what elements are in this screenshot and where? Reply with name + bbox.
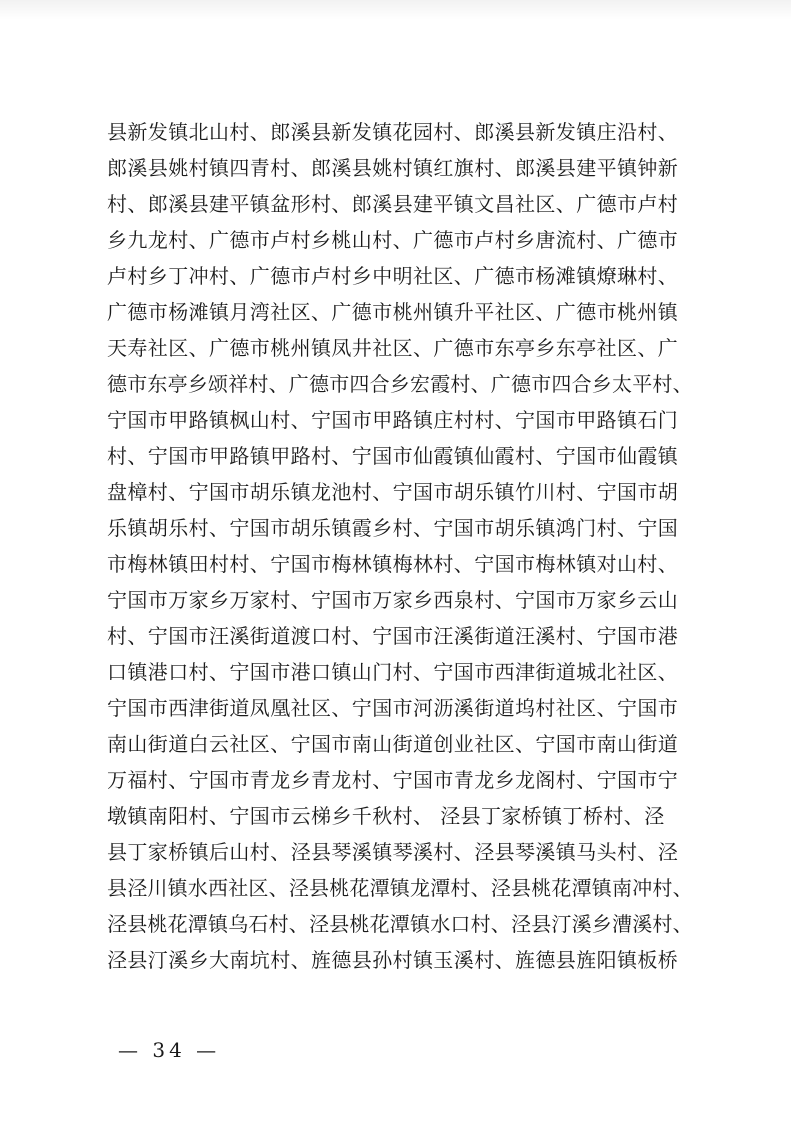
page-number: — 34 — <box>118 1038 221 1062</box>
text-line: 广德市杨滩镇月湾社区、广德市桃州镇升平社区、广德市桃州镇 <box>107 300 679 324</box>
scan-top-shadow <box>0 0 791 20</box>
text-line: 乐镇胡乐村、宁国市胡乐镇霞乡村、宁国市胡乐镇鸿门村、宁国 <box>107 516 679 540</box>
text-line: 万福村、宁国市青龙乡青龙村、宁国市青龙乡龙阁村、宁国市宁 <box>107 768 679 792</box>
text-line: 泾县汀溪乡大南坑村、旌德县孙村镇玉溪村、旌德县旌阳镇板桥 <box>107 948 679 972</box>
text-line: 乡九龙村、广德市卢村乡桃山村、广德市卢村乡唐流村、广德市 <box>107 228 679 252</box>
text-line: 墩镇南阳村、宁国市云梯乡千秋村、 泾县丁家桥镇丁桥村、泾 <box>107 804 665 828</box>
text-line: 盘樟村、宁国市胡乐镇龙池村、宁国市胡乐镇竹川村、宁国市胡 <box>107 480 679 504</box>
text-line: 村、宁国市汪溪街道渡口村、宁国市汪溪街道汪溪村、宁国市港 <box>107 624 679 648</box>
document-body <box>107 114 697 978</box>
text-line: 县丁家桥镇后山村、泾县琴溪镇琴溪村、泾县琴溪镇马头村、泾 <box>107 840 679 864</box>
text-line: 德市东亭乡颂祥村、广德市四合乡宏霞村、广德市四合乡太平村、 <box>107 372 693 396</box>
text-line: 村、宁国市甲路镇甲路村、宁国市仙霞镇仙霞村、宁国市仙霞镇 <box>107 444 679 468</box>
text-line: 泾县桃花潭镇乌石村、泾县桃花潭镇水口村、泾县汀溪乡漕溪村、 <box>107 912 693 936</box>
text-line: 市梅林镇田村村、宁国市梅林镇梅林村、宁国市梅林镇对山村、 <box>107 552 679 576</box>
text-line: 口镇港口村、宁国市港口镇山门村、宁国市西津街道城北社区、 <box>107 660 679 684</box>
text-line: 宁国市西津街道凤凰社区、宁国市河沥溪街道坞村社区、宁国市 <box>107 696 679 720</box>
text-line: 天寿社区、广德市桃州镇凤井社区、广德市东亭乡东亭社区、广 <box>107 336 679 360</box>
text-line: 县泾川镇水西社区、泾县桃花潭镇龙潭村、泾县桃花潭镇南冲村、 <box>107 876 693 900</box>
text-line: 宁国市甲路镇枫山村、宁国市甲路镇庄村村、宁国市甲路镇石门 <box>107 408 679 432</box>
text-line: 卢村乡丁冲村、广德市卢村乡中明社区、广德市杨滩镇燎琳村、 <box>107 264 679 288</box>
text-line: 郎溪县姚村镇四青村、郎溪县姚村镇红旗村、郎溪县建平镇钟新 <box>107 156 679 180</box>
text-line: 村、郎溪县建平镇盆形村、郎溪县建平镇文昌社区、广德市卢村 <box>107 192 679 216</box>
text-line: 宁国市万家乡万家村、宁国市万家乡西泉村、宁国市万家乡云山 <box>107 588 679 612</box>
text-line: 县新发镇北山村、郎溪县新发镇花园村、郎溪县新发镇庄沿村、 <box>107 120 679 144</box>
text-line: 南山街道白云社区、宁国市南山街道创业社区、宁国市南山街道 <box>107 732 679 756</box>
